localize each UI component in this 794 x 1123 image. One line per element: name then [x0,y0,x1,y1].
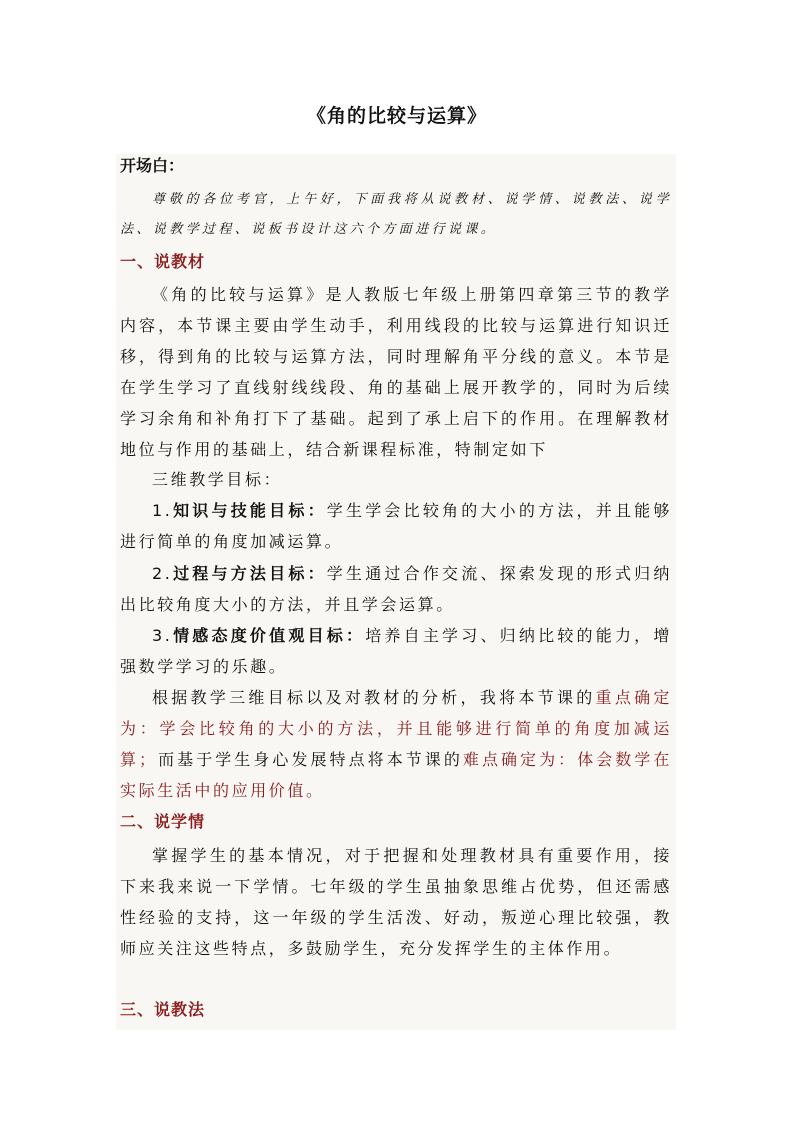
goal-label: 知识与技能目标： [172,501,327,520]
goal-label: 过程与方法目标： [172,564,327,583]
difficult-points-lead: 而基于学生身心发展特点将本节课的 [157,750,463,769]
difficult-point-text: 体会数学在实际生活中的应用价值。 [120,750,672,800]
key-points-lead: 根据教学三维目标以及对教材的分析，我将本节课的 [152,688,596,707]
goals-intro: 三维教学目标： [152,470,283,489]
opening-text: 尊敬的各位考官，上午好，下面我将从说教材、说学情、说教法、说学法、说教学过程、说板书设计这六个方面进行说课。 [120,192,672,237]
goal-number: 2. [152,564,173,583]
goal-item-knowledge [120,495,672,557]
goal-number: 1. [152,501,173,520]
document-title: 《角的比较与运算》 [306,105,487,127]
goal-text: 学生通过合作交流、探索发现的形式归纳出比较角度大小的方法，并且学会运算。 [120,564,672,614]
goal-item-process [120,558,672,620]
goal-item-emotion [120,620,672,682]
section-1-intro: 《角的比较与运算》是人教版七年级上册第四章第三节的教学内容，本节课主要由学生动手，利用线段的比较与运算进行知识迁移，得到角的比较与运算方法，同时理解角平分线的意义。本节是在学生学习了直线射线线段、角的基础上展开教学的，同时为后续学习余角和补角打下了基础。起到了承上启下的作用。在理解教材地位与作用的基础上，结合新课程标准，特制定如下 [120,285,672,459]
goal-label: 情感态度价值观目标： [172,626,366,645]
difficult-point-label: 难点确定为： [462,750,578,769]
goal-text: 培养自主学习、归纳比较的能力，增强数学学习的乐趣。 [120,626,672,676]
goal-text: 学生学会比较角的大小的方法，并且能够进行简单的角度加减运算。 [120,501,672,551]
opening-label: 开场白： [120,156,185,175]
goal-number: 3. [152,626,173,645]
key-point-text: 学会比较角的大小的方法，并且能够进行简单的角度加减运算； [120,719,672,769]
section-heading-teaching-method: 三、说教法 [120,1000,206,1019]
key-point-label: 重点确定为： [120,688,672,738]
section-heading-teaching-material: 一、说教材 [120,252,206,271]
key-difficult-points [120,682,672,806]
section-2-text: 掌握学生的基本情况，对于把握和处理教材具有重要作用，接下来我来说一下学情。七年级的学生虽抽象思维占优势，但还需感性经验的支持，这一年级的学生活泼、好动，叛逆心理比较强，教师应关注这些特点，多鼓励学生，充分发挥学生的主体作用。 [120,846,672,958]
section-heading-students: 二、说学情 [120,812,206,831]
